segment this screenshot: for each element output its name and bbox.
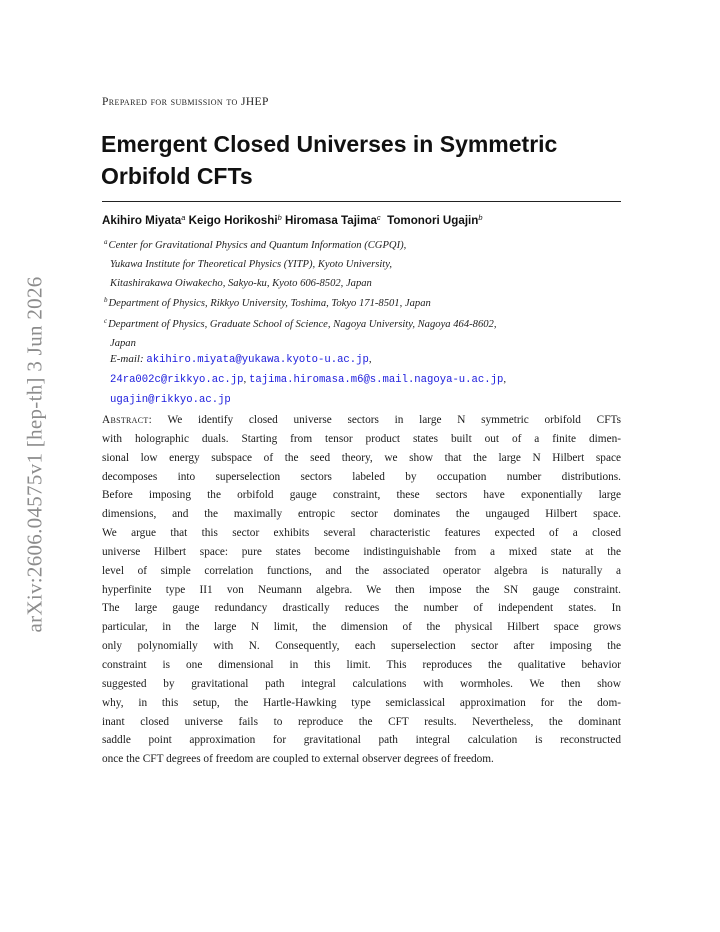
email-link[interactable]: 24ra002c@rikkyo.ac.jp <box>110 374 244 386</box>
affiliation-mark: c <box>104 317 108 325</box>
abstract-line: once the CFT degrees of freedom are coupled to external observer degrees of freedom. <box>102 753 494 766</box>
affiliation-line: Department of Physics, Graduate School of Science, Nagoya University, Nagoya 464-8602, <box>108 319 497 330</box>
abstract-line: Before imposing the orbifold gauge constraint, these sectors have exponentially large <box>102 489 621 502</box>
abstract-line: dimensions, and the maximally entropic sector dominates the ungauged Hilbert space. <box>102 508 621 521</box>
email-block: E-mail: akihiro.miyata@yukawa.kyoto-u.ac.jp, 24ra002c@rikkyo.ac.jp, tajima.hiromasa.m6@s.mail.nagoya-u.ac.jp, ugajin@rikkyo.ac.jp <box>110 353 507 406</box>
paper-title: Emergent Closed Universes in Symmetric Orbifold CFTs <box>101 131 558 189</box>
title-divider <box>102 201 621 202</box>
author-name: Akihiro Miyata <box>102 214 182 227</box>
abstract-line: We identify closed universe sectors in large N symmetric orbifold CFTs <box>167 414 621 426</box>
affiliation-a <box>104 233 406 293</box>
abstract-line: with holographic duals. Starting from tensor product states built out of a finite dimen- <box>102 432 621 445</box>
author-affiliation-mark: a <box>181 213 186 222</box>
author-affiliation-mark: b <box>277 213 282 222</box>
affiliation-mark: b <box>104 296 108 304</box>
affiliation-line: Japan <box>110 338 136 349</box>
abstract-line: We argue that this sector exhibits several characteristic features expected of a closed <box>102 527 621 540</box>
abstract-line: level of simple correlation functions, and the associated operator algebra is naturally a <box>102 564 621 577</box>
affiliation-c <box>104 312 496 353</box>
email-link[interactable]: ugajin@rikkyo.ac.jp <box>110 394 231 406</box>
affiliation-line: Center for Gravitational Physics and Quantum Information (CGPQI), <box>108 240 407 251</box>
affiliation-mark: a <box>104 238 108 246</box>
abstract-line: The large gauge redundancy drastically reduces the number of independent states. In <box>102 602 621 615</box>
abstract-line: why, in this setup, the Hartle-Hawking type semiclassical approximation for the dom- <box>102 696 621 709</box>
author-affiliation-mark: c <box>376 213 381 222</box>
email-link[interactable]: akihiro.miyata@yukawa.kyoto-u.ac.jp <box>146 354 369 366</box>
email-link[interactable]: tajima.hiromasa.m6@s.mail.nagoya-u.ac.jp <box>249 374 504 386</box>
author-name: Tomonori Ugajin <box>387 214 479 227</box>
submission-note: Prepared for submission to JHEP <box>102 96 269 108</box>
arxiv-identifier-text: arXiv:2606.04575v1 [hep-th] 3 Jun 2026 <box>22 275 47 633</box>
abstract-line: saddle point approximation for gravitational path integral calculation is reconstructed <box>102 734 621 747</box>
affiliation-line: Yukawa Institute for Theoretical Physics (YITP), Kyoto University, <box>110 259 392 270</box>
abstract-body <box>102 411 621 769</box>
abstract-line: only polynomially with N. Consequently, each superselection sector after imposing the <box>102 640 621 653</box>
abstract-line: hyperfinite type II1 von Neumann algebra. We then impose the SN gauge constraint. <box>102 583 621 596</box>
author-name: Hiromasa Tajima <box>284 214 377 227</box>
author-name: Keigo Horikoshi <box>188 214 278 227</box>
abstract-line: suggested by gravitational path integral calculations with wormholes. We then show <box>102 677 621 690</box>
abstract-line: sional low energy subspace of the seed theory, we show that the large N Hilbert space <box>102 451 621 464</box>
author-list <box>102 213 483 227</box>
abstract-line: inant closed universe fails to reproduce the CFT results. Nevertheless, the dominant <box>102 715 621 728</box>
arxiv-identifier-stamp <box>14 268 56 640</box>
abstract-heading: Abstract: <box>102 414 153 426</box>
abstract-line: decomposes into superselection sectors labeled by occupation number distributions. <box>102 470 621 483</box>
abstract-line: particular, in the large N limit, the dimension of the physical Hilbert space grows <box>102 621 621 634</box>
affiliation-line: Department of Physics, Rikkyo University, Toshima, Tokyo 171-8501, Japan <box>108 298 431 309</box>
affiliation-line: Kitashirakawa Oiwakecho, Sakyo-ku, Kyoto 606-8502, Japan <box>110 278 372 289</box>
abstract-line: universe Hilbert space: pure states become indistinguishable from a mixed state at the <box>102 545 621 558</box>
author-affiliation-mark: b <box>478 213 483 222</box>
affiliation-b <box>104 291 431 313</box>
abstract-line: constraint is one dimensional in this limit. This reproduces the qualitative behavior <box>102 658 621 671</box>
email-label: E-mail: <box>110 353 144 365</box>
